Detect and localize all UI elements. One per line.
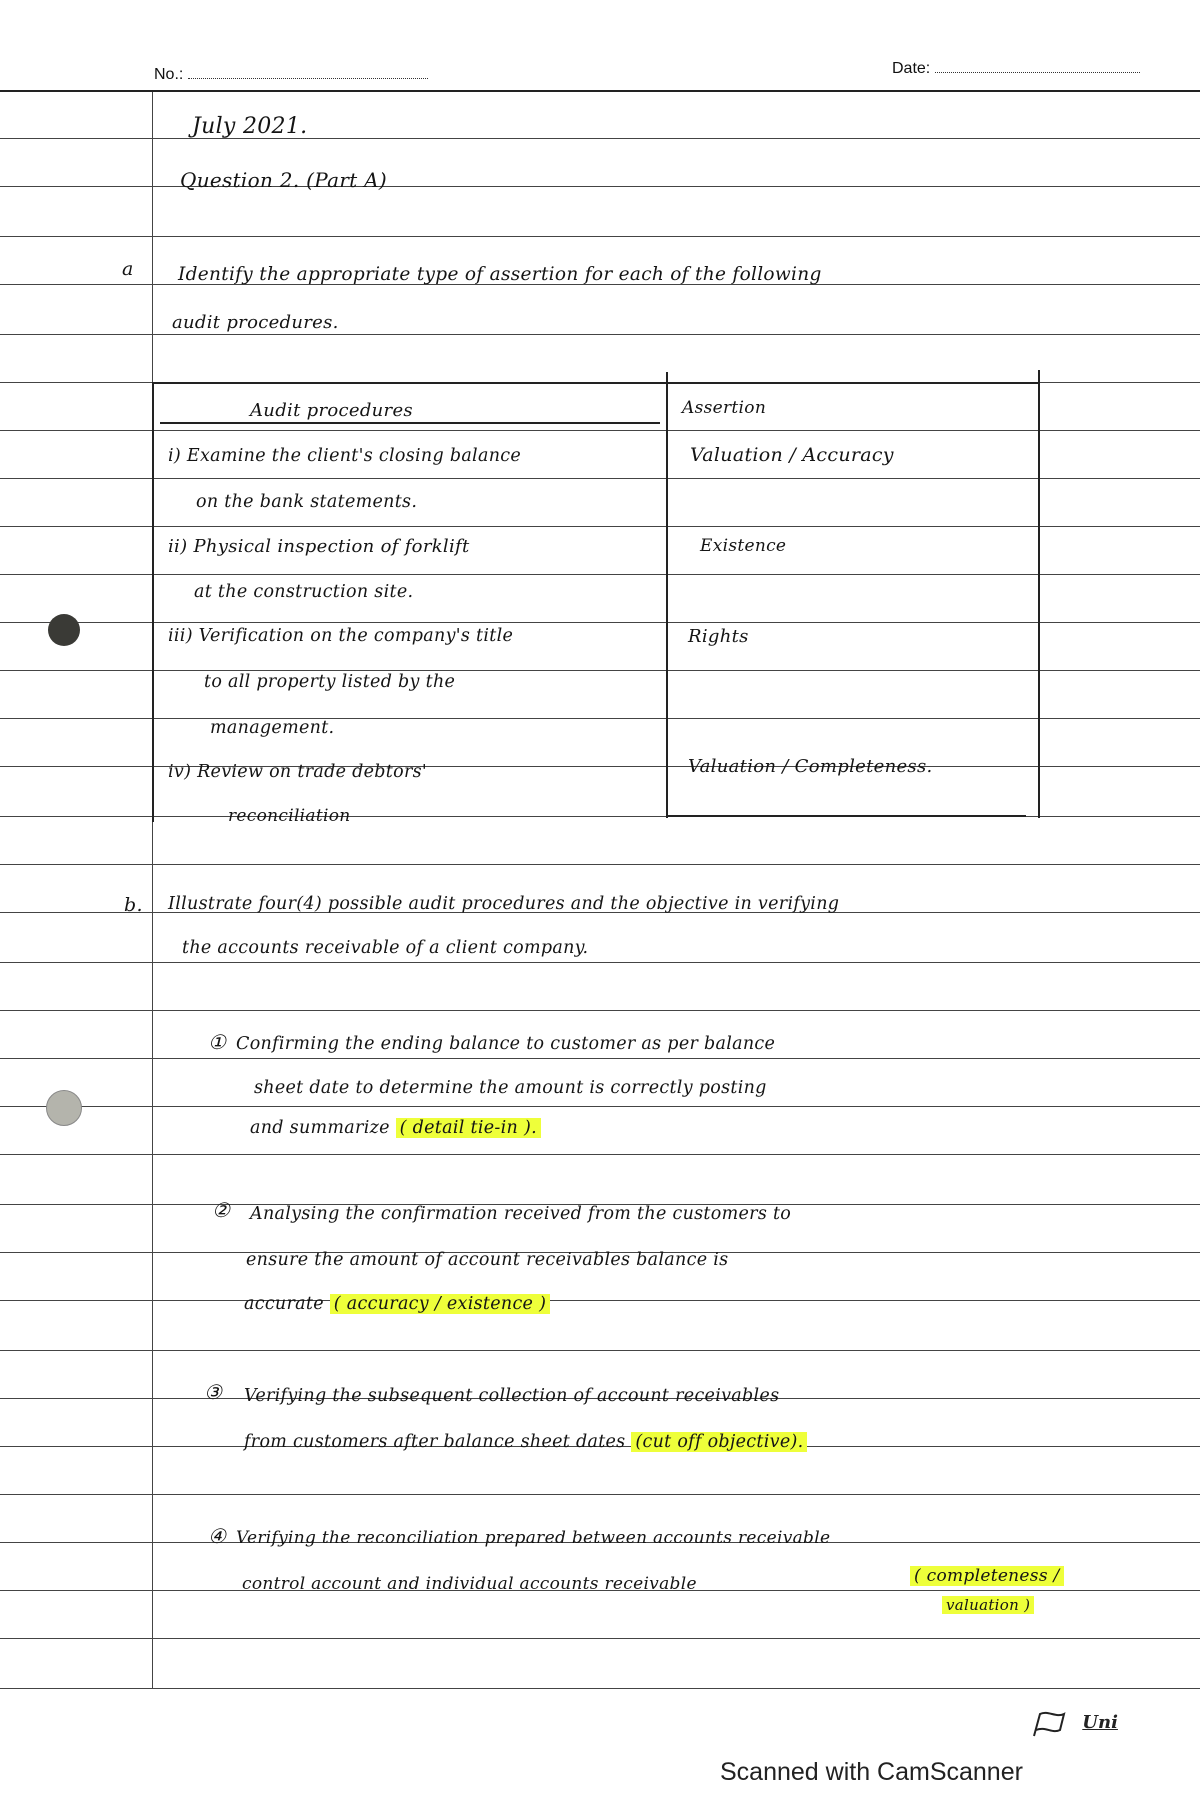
item2-line3 <box>244 1294 550 1314</box>
item3-line1: Verifying the subsequent collection of account receivables <box>244 1386 780 1406</box>
item2-objective-highlight: ( accuracy / existence ) <box>330 1294 550 1314</box>
rule-line <box>0 90 1200 92</box>
rule-line <box>0 1058 1200 1059</box>
item3-line2 <box>244 1432 807 1452</box>
date-blank <box>935 72 1140 73</box>
row2-assertion: Existence <box>700 536 787 556</box>
row1-procedure-line1: i) Examine the client's closing balance <box>168 446 522 466</box>
uni-logo <box>1030 1708 1118 1738</box>
item1-objective-highlight: ( detail tie-in ). <box>396 1118 541 1138</box>
table-border <box>666 815 1026 817</box>
part-a-marker: a <box>122 258 134 280</box>
item2-line2: ensure the amount of account receivables balance is <box>246 1250 729 1270</box>
row2-procedure-line1: ii) Physical inspection of forklift <box>168 536 470 557</box>
no-field <box>154 66 428 84</box>
rule-line <box>0 430 1200 431</box>
part-b-prompt-line2: the accounts receivable of a client company. <box>182 938 589 958</box>
row4-procedure-line1: iv) Review on trade debtors' <box>168 762 427 782</box>
item2-line1: Analysing the confirmation received from the customers to <box>250 1204 792 1224</box>
rule-line <box>0 1300 1200 1301</box>
row3-procedure-line3: management. <box>210 718 335 738</box>
row3-assertion: Rights <box>688 626 749 647</box>
table-header-procedures: Audit procedures <box>250 400 413 421</box>
item3-number: ③ <box>204 1380 223 1404</box>
question-title: Question 2. (Part A) <box>180 168 388 192</box>
rule-line <box>0 670 1200 671</box>
row2-procedure-line2: at the construction site. <box>194 582 414 602</box>
row4-procedure-line2: reconciliation <box>228 806 351 826</box>
rule-line <box>0 1010 1200 1011</box>
row3-procedure-line2: to all property listed by the <box>204 672 456 692</box>
table-header-assertion: Assertion <box>682 398 767 418</box>
rule-line <box>0 526 1200 527</box>
item2-line3-text: accurate <box>244 1294 324 1314</box>
punch-hole <box>48 614 80 646</box>
rule-line <box>0 1106 1200 1107</box>
item1-line2: sheet date to determine the amount is correctly posting <box>254 1078 767 1098</box>
rule-line <box>0 478 1200 479</box>
table-border <box>152 382 154 822</box>
item4-objective-highlight: ( completeness / <box>910 1566 1064 1586</box>
margin-line <box>152 92 153 1689</box>
item4-line1: Verifying the reconciliation prepared between accounts receivable <box>236 1528 831 1548</box>
table-border <box>666 372 668 818</box>
date-label: Date: <box>892 60 931 77</box>
rule-line <box>0 236 1200 237</box>
rule-line <box>0 1688 1200 1689</box>
rule-line <box>0 334 1200 335</box>
row1-assertion: Valuation / Accuracy <box>690 444 894 466</box>
rule-line <box>0 1154 1200 1155</box>
rule-line <box>0 1494 1200 1495</box>
item2-number: ② <box>212 1198 231 1222</box>
item1-line1: Confirming the ending balance to customer as per balance <box>236 1034 776 1054</box>
date-field <box>892 60 1140 78</box>
item4-line2: control account and individual accounts receivable <box>242 1574 697 1594</box>
item1-line3 <box>250 1118 541 1138</box>
rule-line <box>0 864 1200 865</box>
rule-line <box>0 718 1200 719</box>
item1-line3-text: and summarize <box>250 1118 390 1138</box>
item1-number: ① <box>208 1030 227 1054</box>
part-a-prompt-line2: audit procedures. <box>172 312 339 333</box>
rule-line <box>0 1638 1200 1639</box>
table-border <box>1038 370 1040 818</box>
row4-assertion: Valuation / Completeness. <box>688 756 933 777</box>
rule-line <box>0 1350 1200 1351</box>
rule-line <box>0 962 1200 963</box>
item4-objective-highlight-cont: valuation ) <box>942 1596 1034 1614</box>
part-b-marker: b. <box>124 894 143 916</box>
rule-line <box>0 574 1200 575</box>
table-border <box>152 382 1040 384</box>
punch-hole <box>46 1090 82 1126</box>
date-written: July 2021. <box>192 114 308 139</box>
rule-line <box>0 622 1200 623</box>
part-b-prompt-line1: Illustrate four(4) possible audit procedures and the objective in verifying <box>168 894 840 914</box>
logo-text: Uni <box>1082 1712 1118 1733</box>
camscanner-watermark: Scanned with CamScanner <box>720 1758 1023 1786</box>
no-label: No.: <box>154 66 184 83</box>
item3-line2-text: from customers after balance sheet dates <box>244 1432 626 1452</box>
item4-number: ④ <box>208 1524 227 1548</box>
part-a-prompt-line1: Identify the appropriate type of assertion for each of the following <box>178 264 822 285</box>
row1-procedure-line2: on the bank statements. <box>196 492 418 512</box>
no-blank <box>188 78 428 79</box>
row3-procedure-line1: iii) Verification on the company's title <box>168 626 514 646</box>
table-header-underline <box>160 422 660 424</box>
item3-objective-highlight: (cut off objective). <box>631 1432 807 1452</box>
rule-line <box>0 138 1200 139</box>
flag-icon <box>1030 1708 1076 1738</box>
